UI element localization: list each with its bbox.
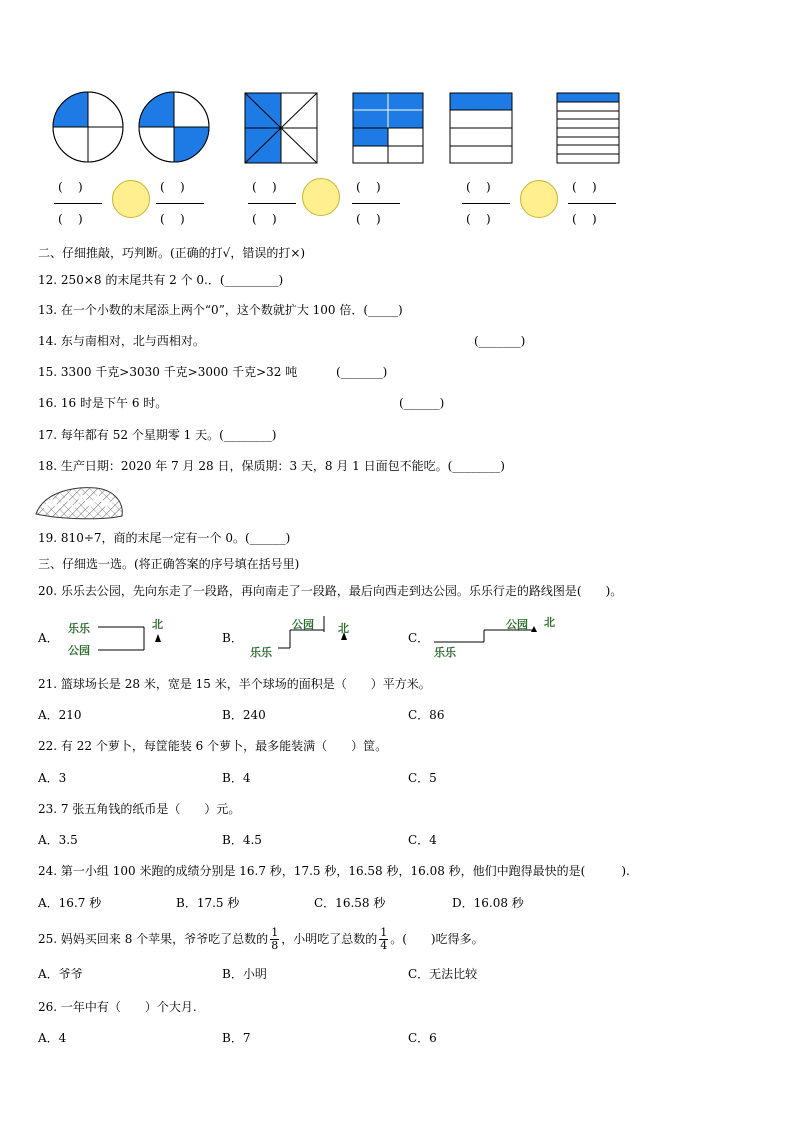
option-d[interactable]: D．16.08 秒 — [452, 896, 524, 910]
route-diagram-c — [432, 612, 562, 662]
denominator-blank[interactable]: ( ) — [356, 212, 381, 226]
option-b[interactable]: B．240 — [222, 708, 266, 722]
park-label: 公园 — [68, 644, 90, 657]
option-c[interactable]: C．86 — [408, 708, 445, 722]
stripes-eighth-figure — [557, 93, 619, 163]
denominator-blank[interactable]: ( ) — [466, 212, 491, 226]
compare-circle[interactable] — [112, 180, 150, 218]
section3-heading: 三、仔细选一选。(将正确答案的序号填在括号里) — [38, 557, 300, 571]
fraction-bar — [462, 203, 510, 204]
option-b[interactable]: B．17.5 秒 — [176, 896, 240, 910]
numerator-blank[interactable]: ( ) — [160, 180, 185, 194]
numerator-blank[interactable]: ( ) — [572, 180, 597, 194]
option-c[interactable]: C．4 — [408, 833, 437, 847]
option-b[interactable]: B． — [222, 631, 243, 645]
answer-blank-14[interactable]: (_______) — [474, 334, 526, 348]
fraction-bar — [568, 203, 616, 204]
denominator-blank[interactable]: ( ) — [572, 212, 597, 226]
section2-heading: 二、仔细推敲，巧判断。(正确的打√，错误的打×) — [38, 246, 306, 260]
option-a[interactable]: A．3.5 — [38, 833, 78, 847]
numerator-blank[interactable]: ( ) — [466, 180, 491, 194]
stripes-quarter-figure — [450, 93, 512, 163]
park-label: 公园 — [292, 618, 314, 631]
option-c[interactable]: C．16.58 秒 — [314, 896, 386, 910]
question-21: 21. 篮球场长是 28 米，宽是 15 米，半个球场的面积是（ ）平方米。 — [38, 677, 431, 691]
option-b[interactable]: B．7 — [222, 1031, 251, 1045]
numerator-blank[interactable]: ( ) — [252, 180, 277, 194]
question-19: 19. 810÷7，商的末尾一定有一个 0。(______) — [38, 531, 291, 545]
answer-blank-16[interactable]: (______) — [399, 396, 445, 410]
question-15: 15. 3300 千克>3030 千克>3000 千克>32 吨 — [38, 365, 298, 379]
question-24: 24. 第一小组 100 米跑的成绩分别是 16.7 秒，17.5 秒，16.58 秒，16.08 秒，他们中跑得最快的是( ). — [38, 864, 630, 878]
numerator-blank[interactable]: ( ) — [356, 180, 381, 194]
option-c[interactable]: C．6 — [408, 1031, 437, 1045]
bread-image — [34, 484, 126, 522]
question-26: 26. 一年中有（ ）个大月. — [38, 1000, 197, 1014]
question-13: 13. 在一个小数的末尾添上两个“0”，这个数就扩大 100 倍．(_____) — [38, 303, 403, 317]
question-25: 25. 妈妈买回来 8 个苹果，爷爷吃了总数的 $\frac{1}{8}$ ，小明吃了总数的 $\frac{1}{4}$ 。( )吃得多。 — [38, 926, 484, 952]
question-16: 16. 16 时是下午 6 时。 — [38, 396, 168, 410]
option-a[interactable]: A．4 — [38, 1031, 67, 1045]
denominator-blank[interactable]: ( ) — [252, 212, 277, 226]
denominator-blank[interactable]: ( ) — [58, 212, 83, 226]
fraction-bar — [352, 203, 400, 204]
lele-label: 乐乐 — [250, 646, 272, 659]
option-a[interactable]: A．210 — [38, 708, 82, 722]
north-label: 北 — [152, 618, 163, 631]
compare-circle[interactable] — [302, 178, 340, 216]
circle-half-figure — [139, 92, 209, 162]
grid-eighths-figure — [353, 93, 423, 163]
numerator-blank[interactable]: ( ) — [58, 180, 83, 194]
fraction-one-quarter: $\frac{1}{4}$ — [380, 926, 388, 952]
north-label: 北 — [338, 622, 349, 635]
fraction-one-eighth: $\frac{1}{8}$ — [271, 926, 279, 952]
option-c[interactable]: C．5 — [408, 771, 437, 785]
question-18: 18. 生产日期：2020 年 7 月 28 日，保质期：3 天，8 月 1 日面包不能吃。(________) — [38, 459, 505, 473]
north-label: 北 — [544, 616, 555, 629]
option-a[interactable]: A． — [38, 631, 59, 645]
lele-label: 乐乐 — [434, 646, 456, 659]
question-22: 22. 有 22 个萝卜，每筐能装 6 个萝卜，最多能装满（ ）筐。 — [38, 739, 388, 753]
denominator-blank[interactable]: ( ) — [160, 212, 185, 226]
question-20: 20. 乐乐去公园，先向东走了一段路，再向南走了一段路，最后向西走到达公园。乐乐行走的路线图是( )。 — [38, 584, 623, 598]
fraction-bar — [248, 203, 296, 204]
fraction-bar — [156, 203, 204, 204]
option-b[interactable]: B．4.5 — [222, 833, 262, 847]
lele-label: 乐乐 — [68, 622, 90, 635]
square-eighths-figure — [245, 93, 317, 163]
route-diagram-b — [248, 612, 358, 662]
route-diagram-a — [66, 614, 176, 660]
park-label: 公园 — [506, 618, 528, 631]
compare-circle[interactable] — [520, 180, 558, 218]
option-a[interactable]: A．3 — [38, 771, 67, 785]
circle-quarter-figure — [53, 92, 123, 162]
option-c[interactable]: C． — [408, 631, 430, 645]
option-a[interactable]: A．爷爷 — [38, 967, 83, 981]
answer-blank-15[interactable]: (_______) — [336, 365, 388, 379]
question-23: 23. 7 张五角钱的纸币是（ ）元。 — [38, 802, 241, 816]
fraction-bar — [54, 203, 102, 204]
fraction-figures — [50, 90, 630, 166]
option-b[interactable]: B．4 — [222, 771, 251, 785]
option-a[interactable]: A．16.7 秒 — [38, 896, 102, 910]
question-14: 14. 东与南相对，北与西相对。 — [38, 334, 205, 348]
question-17: 17. 每年都有 52 个星期零 1 天。(________) — [38, 428, 277, 442]
question-12: 12. 250×8 的末尾共有 2 个 0.．(_________) — [38, 273, 284, 287]
option-c[interactable]: C．无法比较 — [408, 967, 478, 981]
option-b[interactable]: B．小明 — [222, 967, 267, 981]
